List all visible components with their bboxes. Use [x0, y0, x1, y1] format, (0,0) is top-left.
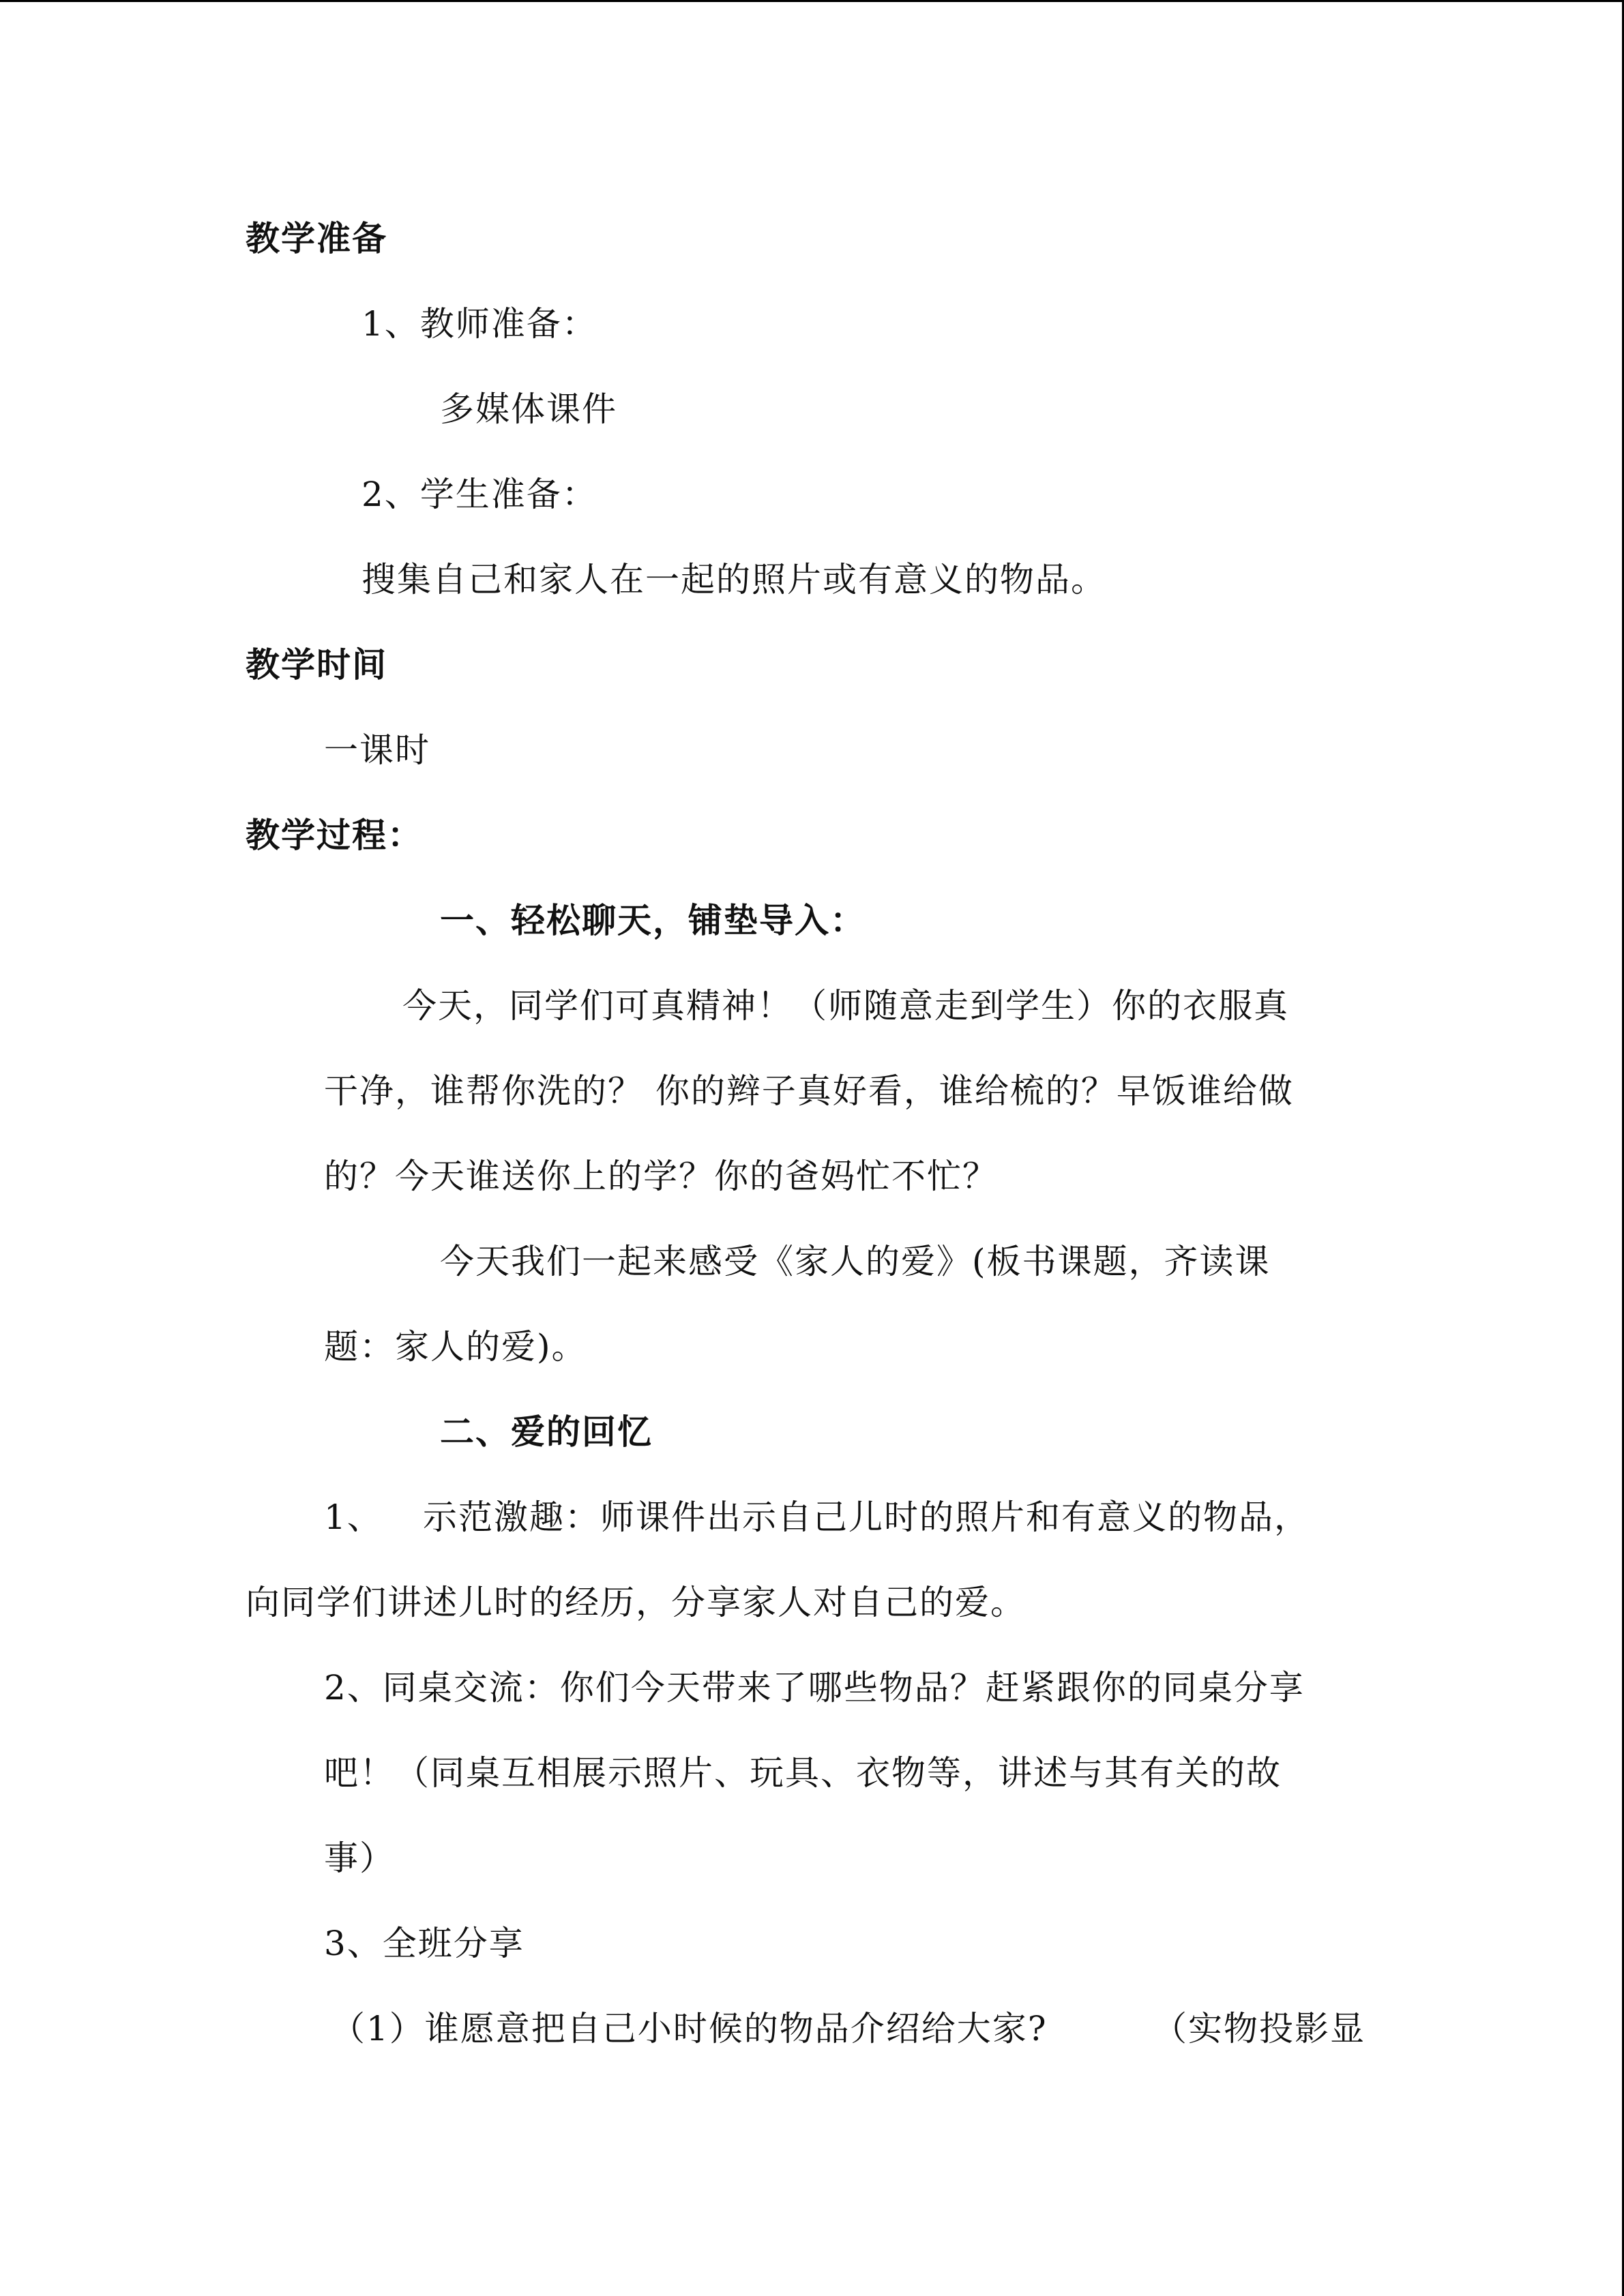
item2-line2: 吧！（同桌互相展示照片、玩具、衣物等，讲述与其有关的故 — [324, 1753, 1282, 1793]
part1-paragraph1-line1: 今天，同学们可真精神！（师随意走到学生）你的衣服真 — [402, 986, 1289, 1026]
part2-heading: 二、爱的回忆 — [440, 1412, 653, 1452]
student-prep-label: 2、学生准备： — [361, 475, 597, 514]
part1-paragraph2-line2: 题：家人的爱)。 — [324, 1327, 587, 1367]
section-time-heading: 教学时间 — [246, 645, 387, 685]
item1-line1: 示范激趣：师课件出示自己儿时的照片和有意义的物品， — [423, 1497, 1310, 1537]
part1-paragraph1-line3: 的？今天谁送你上的学？你的爸妈忙不忙？ — [324, 1157, 998, 1196]
item2-line3: 事） — [324, 1838, 395, 1878]
item3-sub1-part2: （实物投影显 — [1153, 2009, 1365, 2048]
time-value: 一课时 — [324, 730, 430, 770]
student-prep-item: 搜集自己和家人在一起的照片或有意义的物品。 — [361, 560, 1106, 599]
part1-paragraph1-line2: 干净，谁帮你洗的？ 你的辫子真好看，谁给梳的？早饭谁给做 — [324, 1071, 1294, 1111]
item3-sub1-part1: （1）谁愿意把自己小时候的物品介绍给大家? — [331, 2009, 1048, 2048]
section-prep-heading: 教学准备 — [246, 219, 387, 258]
item1-line2: 向同学们讲述儿时的经历，分享家人对自己的爱。 — [246, 1583, 1026, 1622]
part1-heading: 一、轻松聊天，铺垫导入： — [440, 901, 866, 940]
page-border-top — [0, 0, 1624, 2]
item1-number: 1、 — [324, 1497, 383, 1537]
teacher-prep-label: 1、教师准备： — [361, 304, 597, 344]
part1-paragraph2-line1: 今天我们一起来感受《家人的爱》(板书课题，齐读课 — [440, 1242, 1271, 1281]
teacher-prep-item: 多媒体课件 — [440, 389, 617, 429]
section-process-heading: 教学过程： — [246, 816, 423, 855]
item2-line1: 2、同桌交流：你们今天带来了哪些物品？赶紧跟你的同桌分享 — [324, 1668, 1305, 1708]
item3-line1: 3、全班分享 — [324, 1924, 525, 1963]
